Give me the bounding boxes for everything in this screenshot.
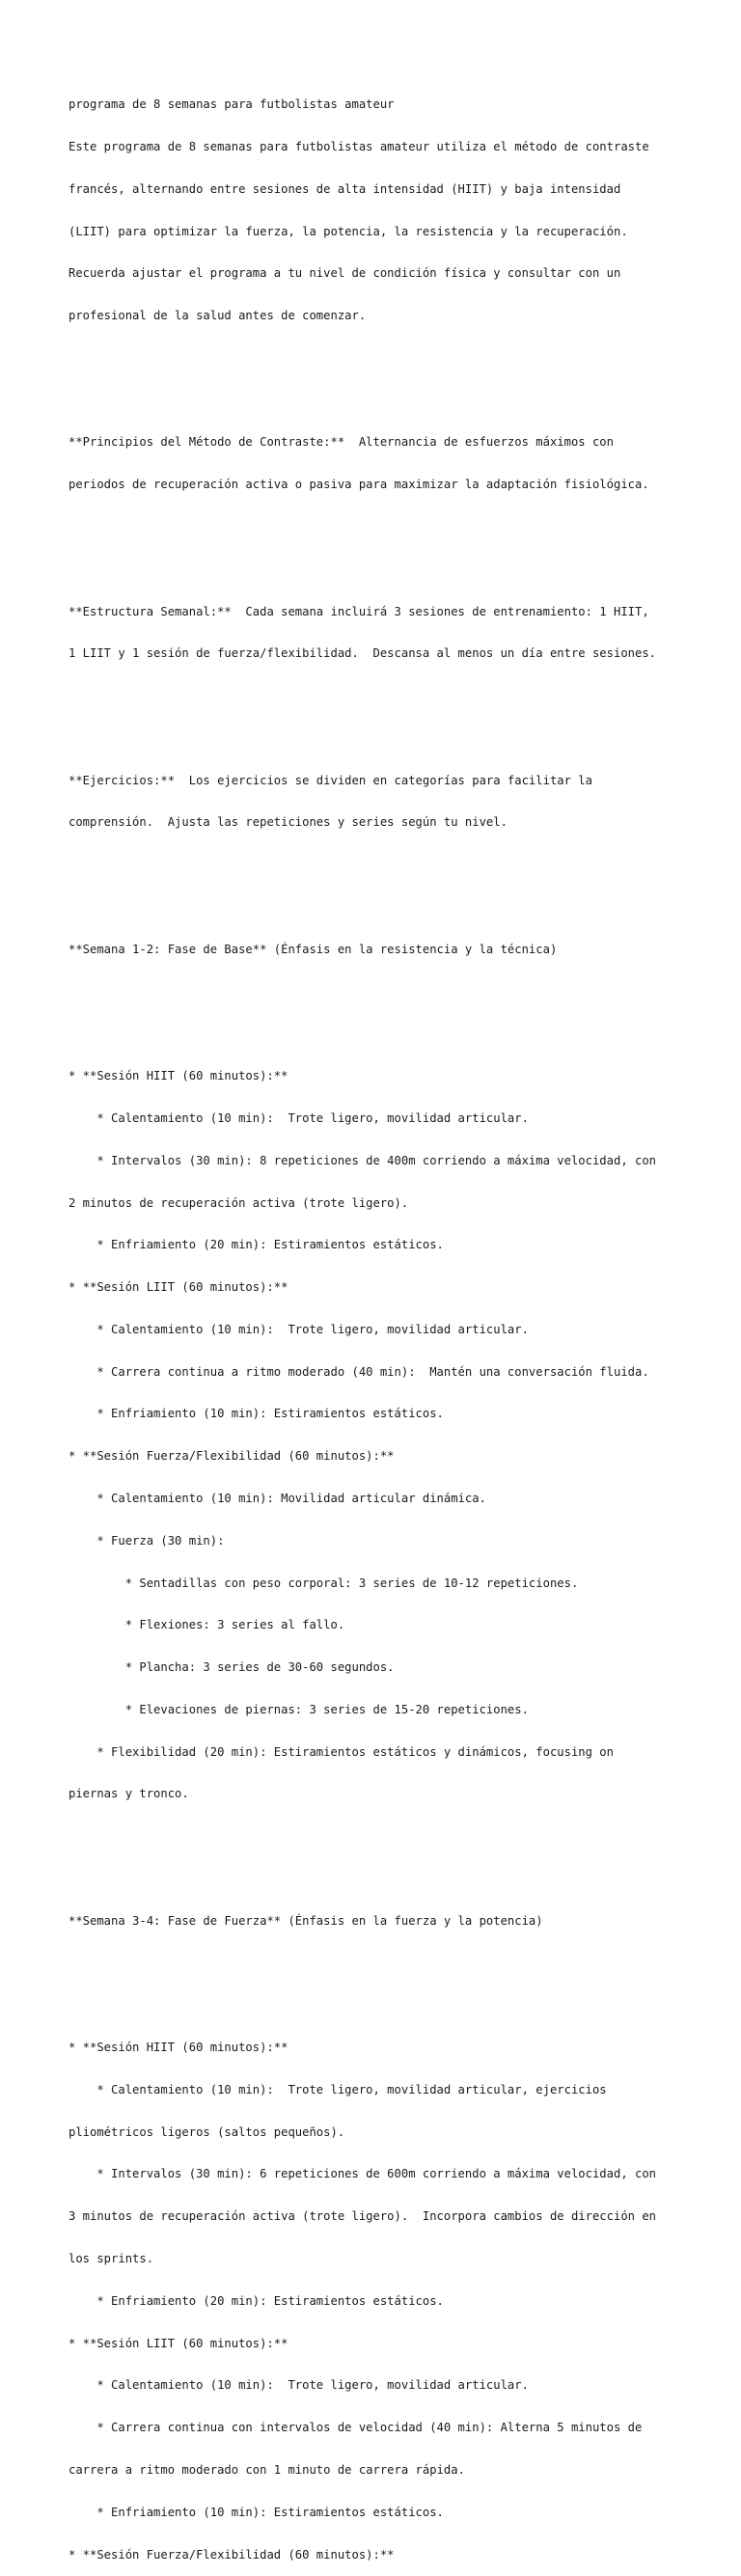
doc-line: Recuerda ajustar el programa a tu nivel de condición física y consultar con un — [69, 266, 621, 281]
doc-line: * **Sesión HIIT (60 minutos):** — [69, 1069, 288, 1083]
doc-line: **Semana 3-4: Fase de Fuerza** (Énfasis en la fuerza y la potencia) — [69, 1913, 543, 1928]
doc-line: 1 LIIT y 1 sesión de fuerza/flexibilidad. Descansa al menos un día entre sesiones. — [69, 646, 657, 661]
doc-line: * Enfriamiento (20 min): Estiramientos estáticos. — [69, 2293, 444, 2308]
doc-line: * Intervalos (30 min): 8 repeticiones de 400m corriendo a máxima velocidad, con — [69, 1153, 657, 1167]
doc-line — [69, 394, 725, 408]
doc-line: francés, alternando entre sesiones de alta intensidad (HIIT) y baja intensidad — [69, 181, 621, 196]
doc-line: * **Sesión Fuerza/Flexibilidad (60 minutos):** — [69, 2547, 395, 2562]
doc-line: 3 minutos de recuperación activa (trote ligero). Incorpora cambios de dirección en — [69, 2209, 657, 2224]
doc-line — [69, 689, 725, 703]
doc-line: pliométricos ligeros (saltos pequeños). — [69, 2124, 345, 2139]
doc-line: * Carrera continua a ritmo moderado (40 min): Mantén una conversación fluida. — [69, 1364, 649, 1379]
doc-line: * Flexibilidad (20 min): Estiramientos estáticos y dinámicos, focusing on — [69, 1744, 614, 1759]
doc-line: * **Sesión HIIT (60 minutos):** — [69, 2041, 288, 2055]
doc-line: programa de 8 semanas para futbolistas amateur — [69, 97, 395, 112]
doc-line — [69, 1027, 725, 1041]
doc-line: **Estructura Semanal:** Cada semana incluirá 3 sesiones de entrenamiento: 1 HIIT, — [69, 604, 649, 618]
doc-line: * Fuerza (30 min): — [69, 1533, 225, 1548]
doc-line: * Enfriamiento (10 min): Estiramientos estáticos. — [69, 2505, 444, 2519]
doc-line: * Calentamiento (10 min): Trote ligero, movilidad articular. — [69, 1322, 529, 1336]
doc-line — [69, 900, 725, 915]
doc-line: piernas y tronco. — [69, 1787, 189, 1801]
doc-line — [69, 351, 725, 366]
doc-line: * Intervalos (30 min): 6 repeticiones de 600m corriendo a máxima velocidad, con — [69, 2167, 657, 2181]
doc-line — [69, 562, 725, 577]
doc-line — [69, 731, 725, 746]
doc-line: * Elevaciones de piernas: 3 series de 15-20 repeticiones. — [69, 1702, 529, 1716]
document-body — [69, 69, 725, 2576]
doc-line — [69, 1998, 725, 2013]
doc-line — [69, 1872, 725, 1886]
doc-line: * **Sesión LIIT (60 minutos):** — [69, 2336, 288, 2350]
doc-line: profesional de la salud antes de comenzar. — [69, 309, 367, 323]
doc-line: **Ejercicios:** Los ejercicios se dividen en categorías para facilitar la — [69, 773, 592, 787]
doc-line: * Sentadillas con peso corporal: 3 series de 10-12 repeticiones. — [69, 1576, 579, 1590]
doc-line — [69, 520, 725, 534]
doc-line: * **Sesión Fuerza/Flexibilidad (60 minutos):** — [69, 1449, 395, 1464]
doc-line: * Flexiones: 3 series al fallo. — [69, 1618, 345, 1632]
doc-line: 2 minutos de recuperación activa (trote ligero). — [69, 1195, 409, 1210]
doc-line: Este programa de 8 semanas para futbolistas amateur utiliza el método de contraste — [69, 139, 649, 153]
doc-line: **Semana 1-2: Fase de Base** (Énfasis en la resistencia y la técnica) — [69, 942, 558, 956]
doc-line — [69, 858, 725, 872]
doc-line: comprensión. Ajusta las repeticiones y series según tu nivel. — [69, 815, 508, 830]
doc-line: (LIIT) para optimizar la fuerza, la potencia, la resistencia y la recuperación. — [69, 224, 628, 238]
doc-line: * Carrera continua con intervalos de velocidad (40 min): Alterna 5 minutos de — [69, 2421, 643, 2435]
doc-line: * Calentamiento (10 min): Trote ligero, movilidad articular. — [69, 1110, 529, 1125]
doc-line: * Enfriamiento (10 min): Estiramientos estáticos. — [69, 1407, 444, 1421]
doc-line: * **Sesión LIIT (60 minutos):** — [69, 1280, 288, 1295]
doc-line — [69, 985, 725, 1000]
doc-line: **Principios del Método de Contraste:** Alternancia de esfuerzos máximos con — [69, 435, 614, 450]
doc-line — [69, 1829, 725, 1844]
doc-line: * Calentamiento (10 min): Trote ligero, movilidad articular. — [69, 2378, 529, 2393]
doc-line — [69, 1957, 725, 1971]
doc-line: * Calentamiento (10 min): Movilidad articular dinámica. — [69, 1491, 486, 1505]
doc-line: * Calentamiento (10 min): Trote ligero, movilidad articular, ejercicios — [69, 2082, 607, 2096]
doc-line: periodos de recuperación activa o pasiva para maximizar la adaptación fisiológica. — [69, 478, 649, 492]
doc-line: los sprints. — [69, 2252, 154, 2266]
doc-line: carrera a ritmo moderado con 1 minuto de carrera rápida. — [69, 2462, 465, 2477]
doc-line: * Plancha: 3 series de 30-60 segundos. — [69, 1660, 395, 1675]
doc-line: * Enfriamiento (20 min): Estiramientos estáticos. — [69, 1238, 444, 1252]
